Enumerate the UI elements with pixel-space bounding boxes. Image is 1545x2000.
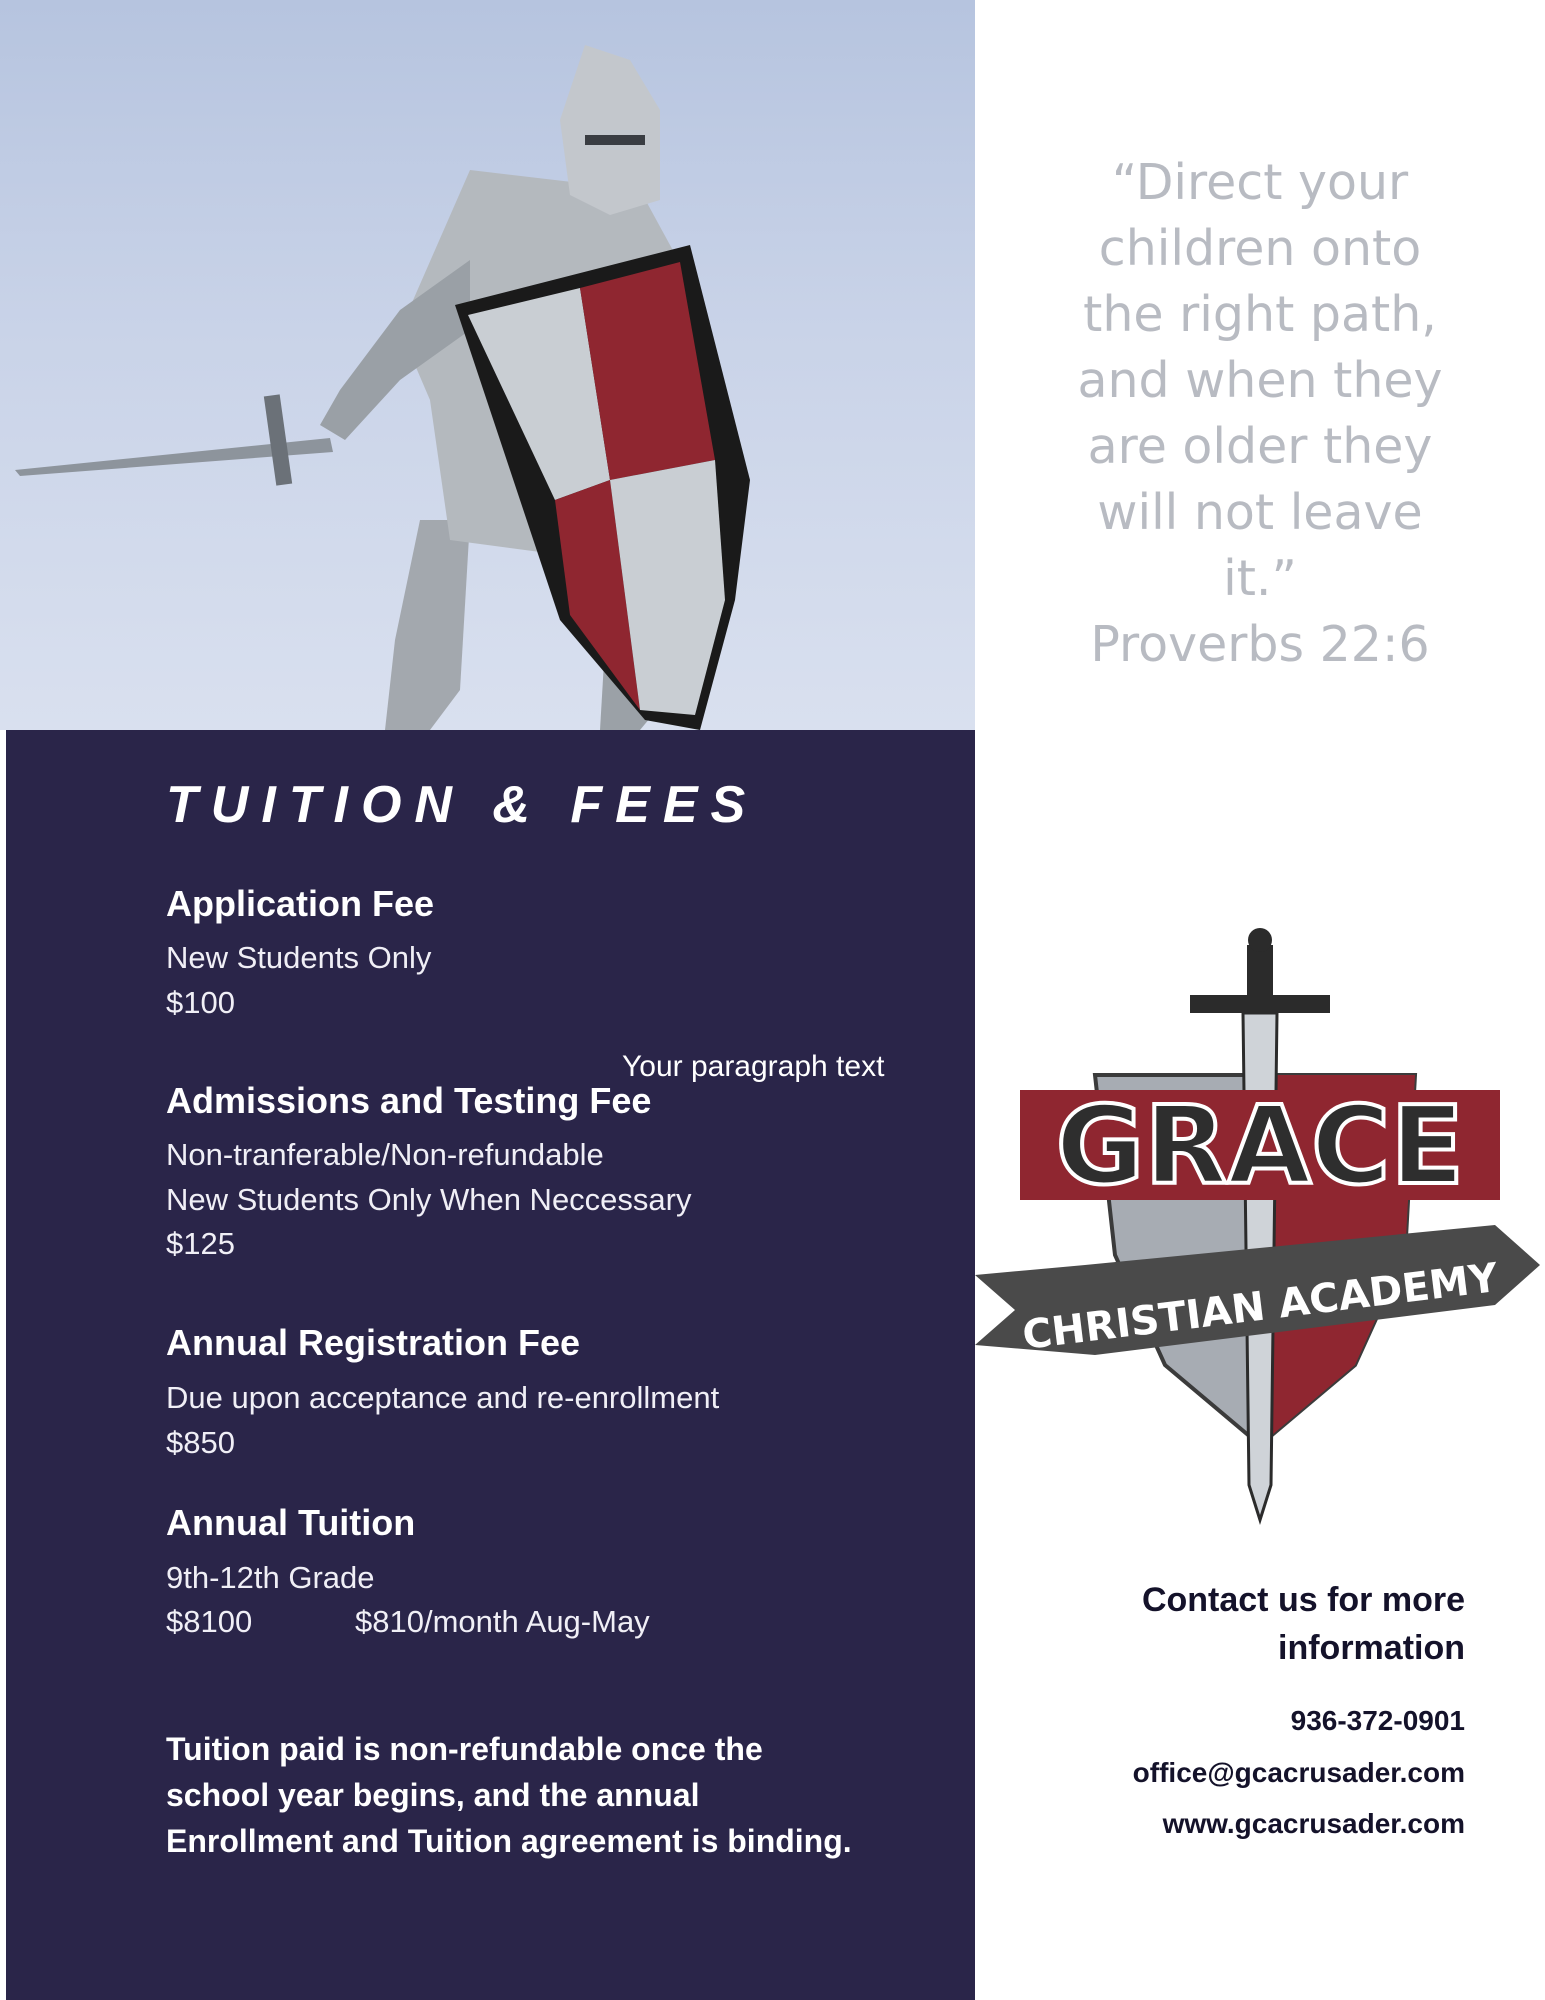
contact-phone[interactable]: 936-372-0901: [1290, 1705, 1465, 1736]
fee-heading-admissions: Admissions and Testing Fee: [166, 1080, 652, 1121]
tuition-monthly: $810/month Aug-May: [355, 1604, 650, 1639]
knight-illustration: [0, 0, 975, 730]
knight-helmet: [560, 45, 660, 215]
fee-heading-application: Application Fee: [166, 883, 435, 924]
quote-citation: Proverbs 22:6: [1090, 616, 1430, 673]
contact-heading: Contact us for more information: [1141, 1581, 1465, 1667]
fee-amount: $100: [166, 985, 235, 1020]
sword-guard: [264, 394, 292, 485]
tuition-title: TUITION & FEES: [166, 776, 759, 834]
quote-line: and when they: [1077, 352, 1443, 409]
fee-line: Due upon acceptance and re-enrollment: [166, 1380, 720, 1415]
tuition-amount: $8100: [166, 1604, 253, 1639]
fee-amount: $125: [166, 1226, 235, 1261]
logo-grace-text: GRACE: [1055, 1084, 1465, 1209]
quote-line: “Direct your: [1111, 154, 1409, 211]
contact-website[interactable]: www.gcacrusader.com: [1162, 1808, 1465, 1839]
quote-line: the right path,: [1083, 286, 1437, 343]
logo-banner-text: CHRISTIAN ACADEMY: [1020, 1255, 1501, 1359]
fee-line: 9th-12th Grade: [166, 1560, 375, 1595]
quote-line: are older they: [1087, 418, 1433, 475]
quote-line: children onto: [1098, 220, 1422, 277]
fee-line: New Students Only When Neccessary: [166, 1182, 692, 1217]
knight-leg-left: [385, 520, 470, 730]
fee-line: New Students Only: [166, 940, 432, 975]
fee-line: Non-tranferable/Non-refundable: [166, 1137, 604, 1172]
placeholder-paragraph: Your paragraph text: [622, 1050, 885, 1083]
crest-icon: [975, 925, 1545, 1525]
fee-amount: $850: [166, 1425, 235, 1460]
helmet-visor: [585, 135, 645, 145]
hero-photo: [0, 0, 975, 730]
quote-line: will not leave: [1097, 484, 1423, 541]
refund-policy-note: Tuition paid is non-refundable once the school year begins, and the annual Enrollment and Tuition agreement is binding.: [166, 1731, 852, 1859]
scripture-quote: [1040, 150, 1480, 678]
fee-heading-registration: Annual Registration Fee: [166, 1322, 581, 1363]
contact-email[interactable]: office@gcacrusader.com: [1132, 1757, 1465, 1788]
quote-line: it.”: [1223, 550, 1297, 607]
fee-heading-tuition: Annual Tuition: [166, 1502, 416, 1543]
school-logo: [975, 925, 1545, 1530]
